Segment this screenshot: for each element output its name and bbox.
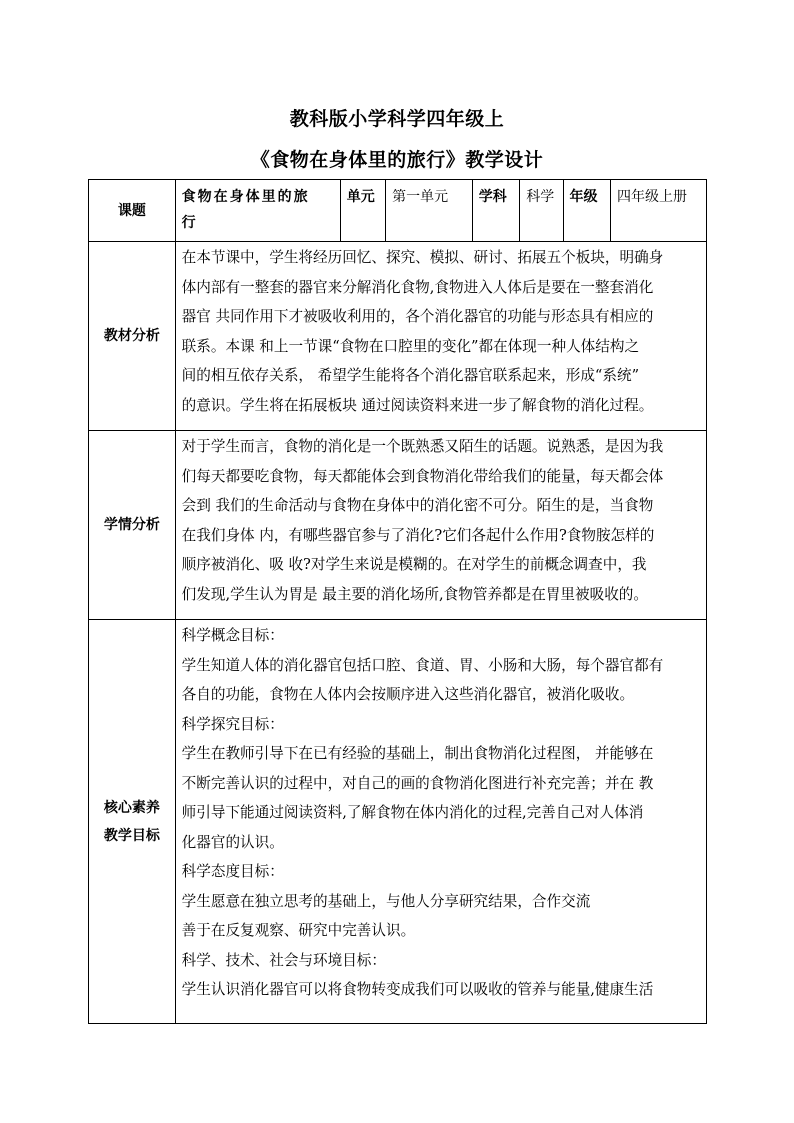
unit-label: 单元 xyxy=(340,180,385,242)
topic-value xyxy=(175,180,340,242)
text-line: 科学态度目标： xyxy=(181,863,284,880)
text-line: 在我们身体 内，有哪些器官参与了消化?它们各起什么作用?食物胺怎样的 xyxy=(181,526,655,544)
learner-analysis-row xyxy=(89,431,707,620)
text-line: 科学概念目标： xyxy=(181,627,284,644)
document-title: 教科版小学科学四年级上 xyxy=(289,108,505,130)
text-line: 师引导下能通过阅读资料,了解食物在体内消化的过程,完善自己对人体消 xyxy=(181,804,644,821)
text-line: 科学探究目标： xyxy=(181,715,284,733)
core-goals-label-line2: 教学目标 xyxy=(103,827,160,844)
text-line: 化器官的认识。 xyxy=(181,833,284,851)
core-goals-row xyxy=(89,620,707,1024)
material-analysis-content xyxy=(175,242,706,431)
document-subtitle: 《食物在身体里的旅行》教学设计 xyxy=(250,149,544,171)
learner-analysis-label: 学情分析 xyxy=(89,431,176,620)
core-goals-content xyxy=(175,620,706,1024)
text-line: 善于在反复观察、研究中完善认识。 xyxy=(181,922,416,939)
text-line: 们发现,学生认为胃是 最主要的消化场所,食物管养都是在胃里被吸收的。 xyxy=(181,585,648,603)
text-line: 不断完善认识的过程中，对自己的画的食物消化图进行补充完善；并在 教 xyxy=(181,774,654,792)
text-line: 器官 共同作用下才被吸收利用的，各个消化器官的功能与形态具有相应的 xyxy=(181,308,654,325)
subject-value: 科学 xyxy=(520,180,563,242)
topic-label: 课题 xyxy=(89,180,176,242)
text-line: 体内部有一整套的器官来分解消化食物,食物进入人体后是要在一整套消化 xyxy=(181,278,654,296)
learner-analysis-content xyxy=(175,431,706,620)
material-analysis-label: 教材分析 xyxy=(89,242,176,431)
text-line: 们每天都要吃食物，每天都能体会到食物消化带给我们的能量，每天都会体 xyxy=(181,467,664,485)
text-line: 在本节课中，学生将经历回忆、探究、模拟、研讨、拓展五个板块，明确身 xyxy=(181,249,664,266)
text-line: 对于学生而言，食物的消化是一个既熟悉又陌生的话题。说熟悉，是因为我 xyxy=(181,438,664,455)
grade-label: 年级 xyxy=(563,180,610,242)
unit-value: 第一单元 xyxy=(386,180,473,242)
text-line: 学生知道人体的消化器官包括口腔、食道、胃、小肠和大肠，每个器官都有 xyxy=(181,656,664,674)
subject-label: 学科 xyxy=(472,180,519,242)
text-line: 的意识。学生将在拓展板块 通过阅读资料来进一步了解食物的消化过程。 xyxy=(181,396,654,414)
text-line: 顺序被消化、吸 收?对学生来说是模糊的。在对学生的前概念调查中，我 xyxy=(181,556,647,573)
text-line: 各自的功能，食物在人体内会按顺序进入这些消化器官，被消化吸收。 xyxy=(181,686,635,703)
text-line: 学生在教师引导下在已有经验的基础上，制出食物消化过程图， 并能够在 xyxy=(181,745,654,762)
text-line: 联系。本课 和上一节课“食物在口腔里的变化”都在体现一种人体结构之 xyxy=(181,337,640,355)
text-line: 会到 我们的生命活动与食物在身体中的消化密不可分。陌生的是，当食物 xyxy=(181,497,654,514)
core-goals-label-line1: 核心素养 xyxy=(103,799,160,816)
grade-value: 四年级上册 xyxy=(611,180,707,242)
core-goals-label xyxy=(89,620,176,1024)
material-analysis-row xyxy=(89,242,707,431)
header-row xyxy=(89,180,707,242)
text-line: 学生愿意在独立思考的基础上，与他人分享研究结果，合作交流 xyxy=(181,892,591,910)
text-line: 间的相互依存关系， 希望学生能将各个消化器官联系起来，形成“系统” xyxy=(181,367,640,384)
topic-value-line1: 食物在身体里的旅 xyxy=(181,189,310,205)
topic-value-line2: 行 xyxy=(181,215,196,231)
text-line: 学生认识消化器官可以将食物转变成我们可以吸收的管养与能量,健康生活 xyxy=(181,981,654,998)
lesson-plan-table xyxy=(88,179,707,1024)
text-line: 科学、技术、社会与环境目标： xyxy=(181,951,386,969)
